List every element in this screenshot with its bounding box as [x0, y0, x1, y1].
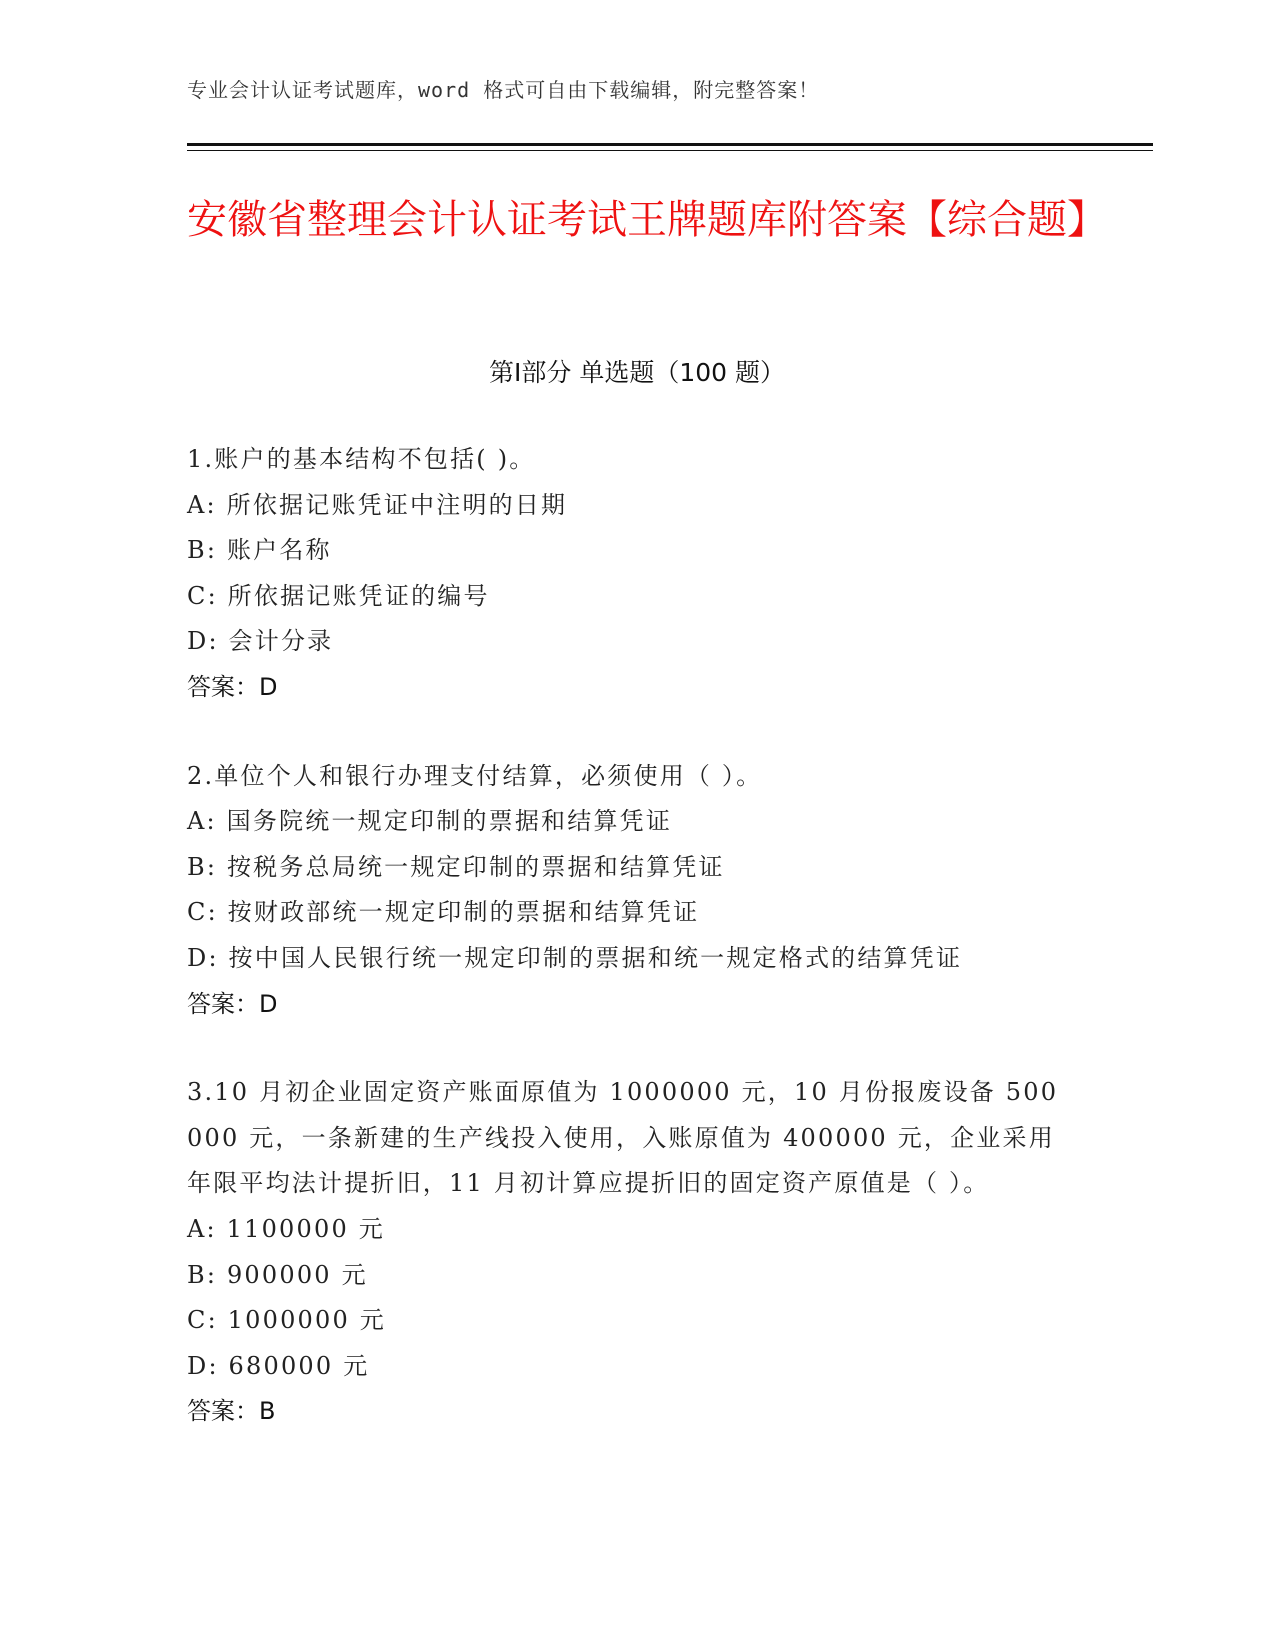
option-c: C: 1000000 元: [187, 1306, 386, 1335]
header-divider-thick: [187, 143, 1153, 146]
option-a: A: 所依据记账凭证中注明的日期: [187, 490, 568, 519]
option-d: D: 按中国人民银行统一规定印制的票据和统一规定格式的结算凭证: [187, 943, 963, 972]
question-stem: 2.单位个人和银行办理支付结算，必须使用（ ）。: [187, 761, 763, 790]
option-b: B: 900000 元: [187, 1260, 368, 1289]
option-c: C: 所依据记账凭证的编号: [187, 581, 490, 610]
document-title: 安徽省整理会计认证考试王牌题库附答案【综合题】: [187, 197, 1107, 243]
question-stem: 1.账户的基本结构不包括( )。: [187, 445, 536, 473]
question-list: [187, 437, 1087, 1478]
question-3: [187, 1070, 1087, 1435]
header-divider-thin: [187, 150, 1153, 151]
header-note: 专业会计认证考试题库，word 格式可自由下载编辑，附完整答案！: [187, 78, 820, 102]
question-2: [187, 754, 1087, 1028]
option-c: C: 按财政部统一规定印制的票据和结算凭证: [187, 898, 700, 927]
section-title: 第Ⅰ部分 单选题（100 题）: [489, 358, 785, 387]
option-d: D: 680000 元: [187, 1351, 370, 1380]
answer-label: 答案：D: [187, 672, 278, 701]
option-b: B: 按税务总局统一规定印制的票据和结算凭证: [187, 852, 725, 881]
option-b: B: 账户名称: [187, 536, 332, 565]
question-stem: 3.10 月初企业固定资产账面原值为 1000000 元，10 月份报废设备 500000 元，一条新建的生产线投入使用，入账原值为 400000 元，企业采用年限平均法计提折旧，11 月初计算应提折旧的固定资产原值是（ ）。: [187, 1078, 1059, 1198]
answer-label: 答案：B: [187, 1397, 276, 1426]
answer-label: 答案：D: [187, 989, 278, 1018]
question-1: [187, 437, 1087, 711]
option-a: A: 国务院统一规定印制的票据和结算凭证: [187, 807, 673, 836]
option-d: D: 会计分录: [187, 627, 334, 656]
option-a: A: 1100000 元: [187, 1214, 385, 1243]
